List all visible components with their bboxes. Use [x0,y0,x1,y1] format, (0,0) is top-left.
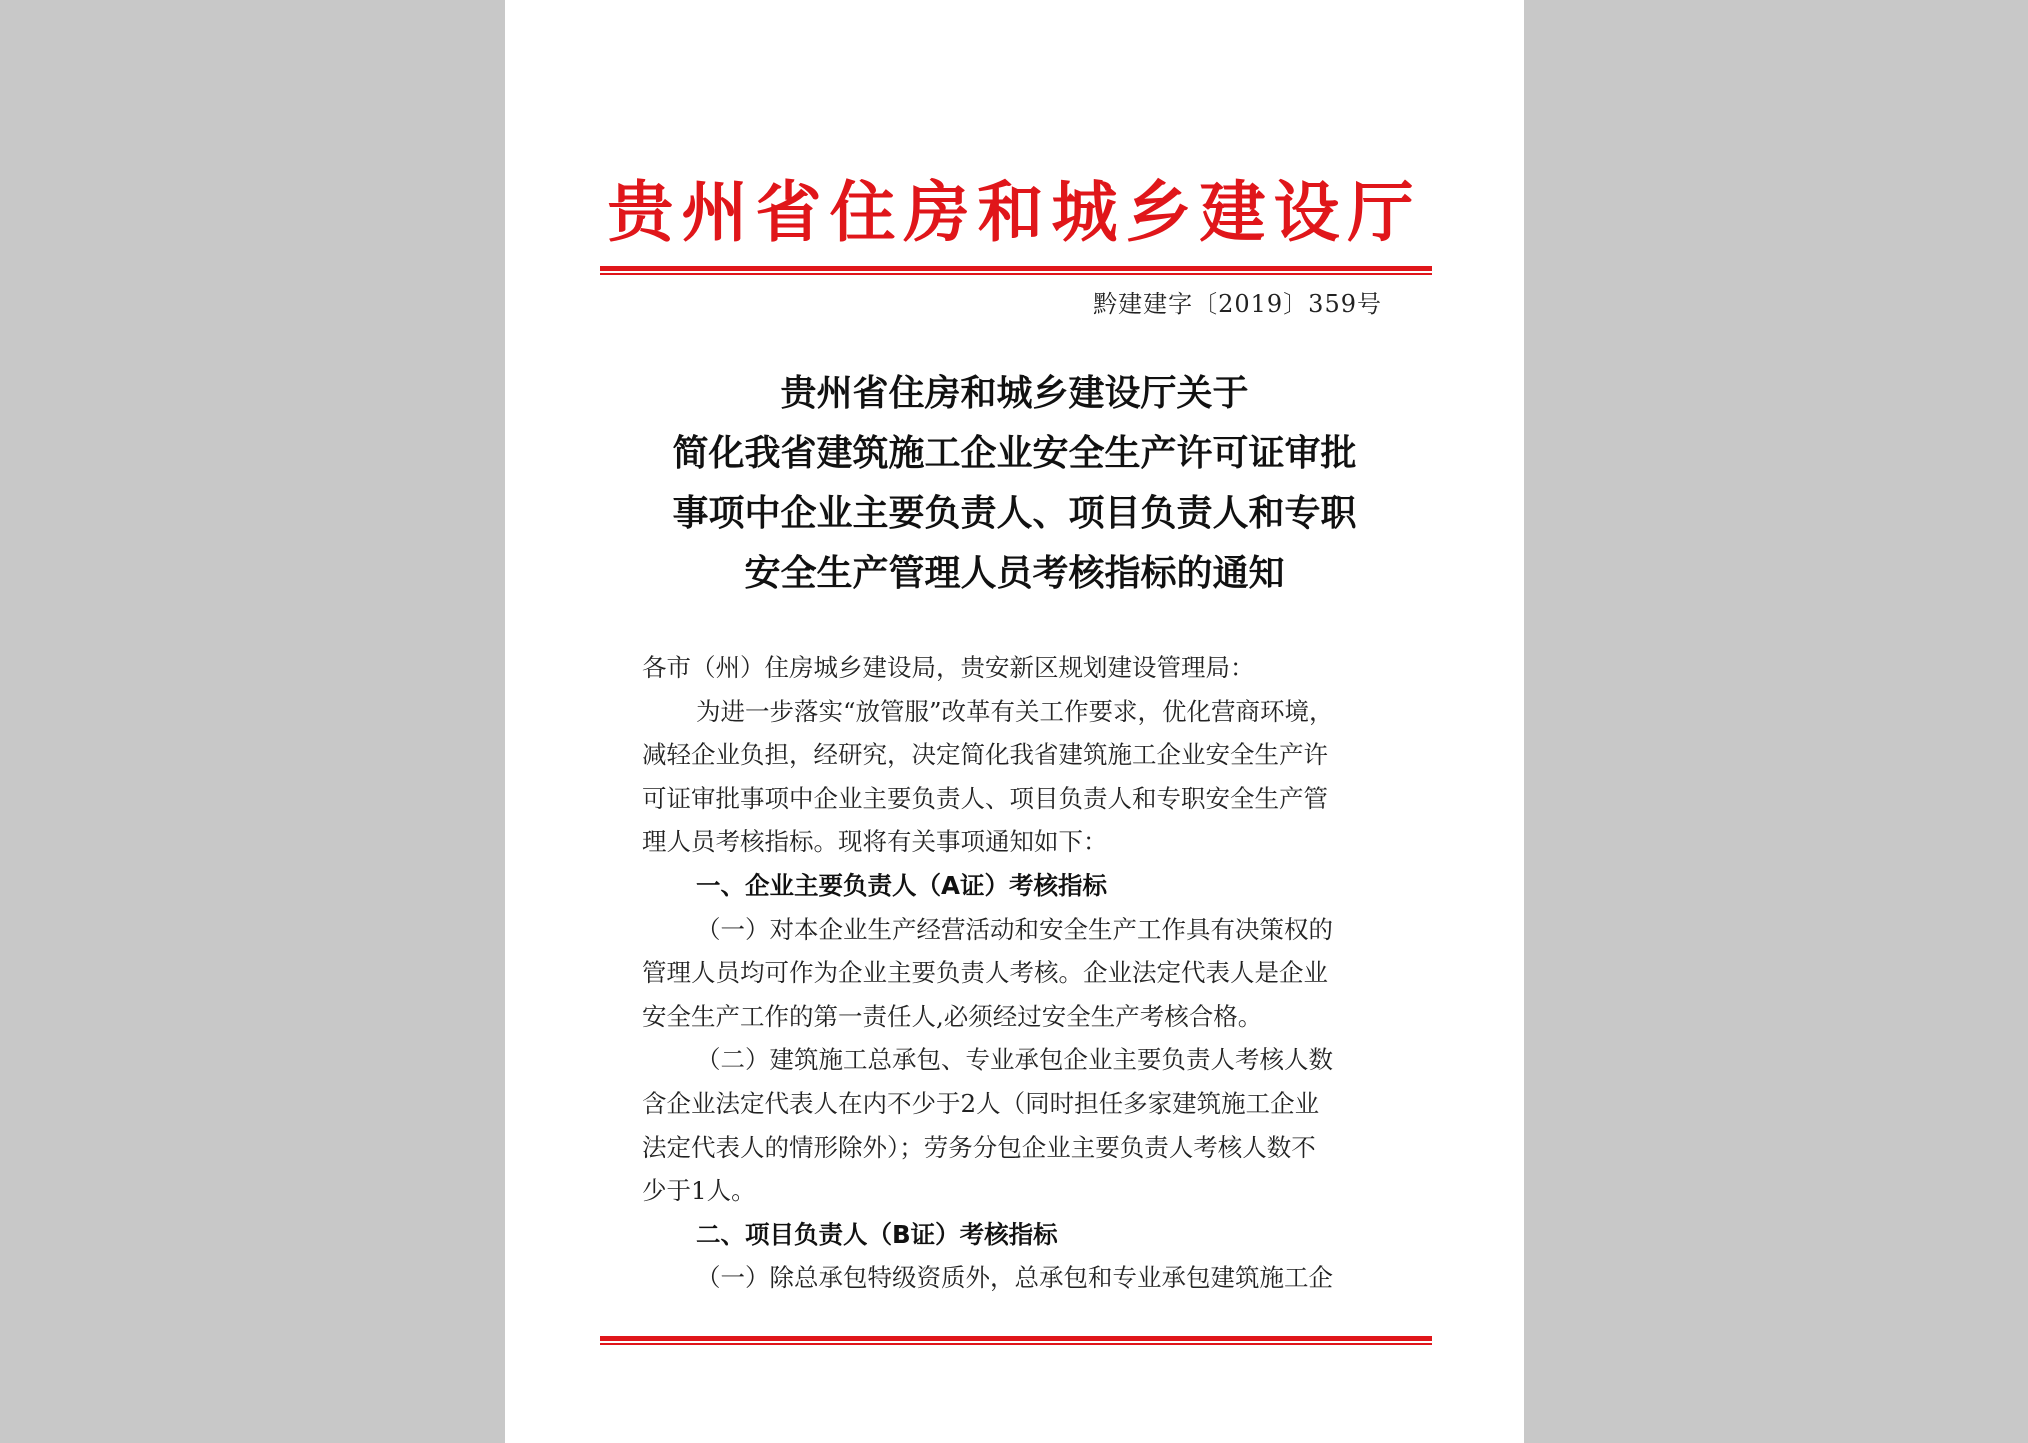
body-line: 法定代表人的情形除外）；劳务分包企业主要负责人考核人数不 [642,1132,1316,1162]
issuer-masthead: 贵州省住房和城乡建设厅 [607,174,1422,251]
body-line: （一）对本企业生产经营活动和安全生产工作具有决策权的 [696,914,1333,944]
title-line: 安全生产管理人员考核指标的通知 [744,553,1285,594]
body-line: （二）建筑施工总承包、专业承包企业主要负责人考核人数 [696,1045,1333,1075]
section-heading: 一、企业主要负责人（A证）考核指标 [696,870,1107,900]
document-title [505,364,1524,604]
body-line: 减轻企业负担，经研究，决定简化我省建筑施工企业安全生产许 [642,740,1328,770]
section-heading: 二、项目负责人（B证）考核指标 [696,1219,1058,1249]
body-line: 理人员考核指标。现将有关事项通知如下： [642,827,1108,857]
body-line: 含企业法定代表人在内不少于2人（同时担任多家建筑施工企业 [642,1088,1320,1118]
title-line: 事项中企业主要负责人、项目负责人和专职 [672,493,1357,534]
footer-rule-thin [600,1343,1432,1345]
document-number: 黔建建字〔2019〕359号 [1093,290,1382,318]
document-body [642,646,1402,1300]
footer-rule-thick [600,1336,1432,1341]
body-line: 安全生产工作的第一责任人,必须经过安全生产考核合格。 [642,1001,1263,1031]
document-page [505,0,1524,1443]
body-line: （一）除总承包特级资质外，总承包和专业承包建筑施工企 [696,1263,1333,1293]
salutation: 各市（州）住房城乡建设局，贵安新区规划建设管理局： [642,653,1255,682]
title-line: 贵州省住房和城乡建设厅关于 [780,373,1249,414]
body-line: 少于1人。 [642,1176,756,1206]
title-line: 简化我省建筑施工企业安全生产许可证审批 [672,433,1357,474]
body-line: 管理人员均可作为企业主要负责人考核。企业法定代表人是企业 [642,958,1328,988]
body-line: 为进一步落实“放管服”改革有关工作要求，优化营商环境， [696,696,1334,726]
masthead-rule-thick [600,266,1432,271]
masthead-rule-thin [600,273,1432,275]
body-line: 可证审批事项中企业主要负责人、项目负责人和专职安全生产管 [642,783,1328,813]
